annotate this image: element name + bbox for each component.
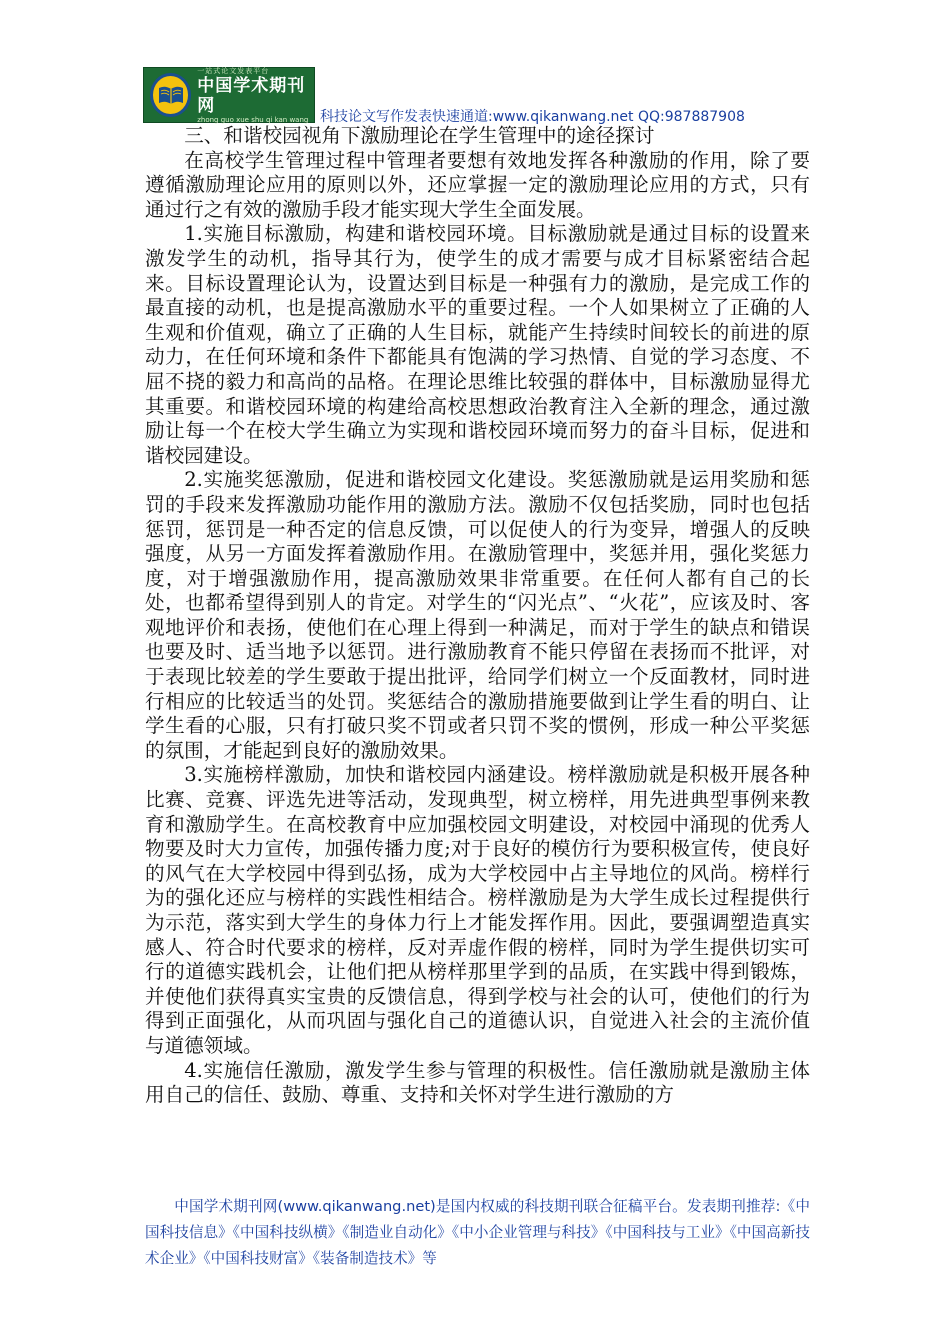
book-emblem-icon: [150, 73, 191, 117]
footer-text: 中国学术期刊网(www.qikanwang.net)是国内权威的科技期刊联合征稿平台。发表期刊推荐:《中国科技信息》《中国科技纵横》《制造业自动化》《中小企业管理与科技》《中国科技与工业》《中国高新技术企业》《中国科技财富》《装备制造技术》等: [145, 1198, 810, 1267]
book-icon: [158, 85, 184, 105]
section-heading: 三、和谐校园视角下激励理论在学生管理中的途径探讨: [184, 124, 655, 147]
paragraph-role-model: 3.实施榜样激励，加快和谐校园内涵建设。榜样激励就是积极开展各种比赛、竞赛、评选先进等活动，发现典型，树立榜样，用先进典型事例来教育和激励学生。在高校教育中应加强校园文明建设，对校园中涌现的优秀人物要及时大力宣传，加强传播力度;对于良好的模仿行为要积极宣传，使良好的风气在大学校园中得到弘扬，成为大学校园中占主导地位的风尚。榜样行为的强化还应与榜样的实践性相结合。榜样激励是为大学生成长过程提供行为示范，落实到大学生的身体力行上才能发挥作用。因此，要强调塑造真实感人、符合时代要求的榜样，反对弄虚作假的榜样，同时为学生提供切实可行的道德实践机会，让他们把从榜样那里学到的品质，在实践中得到锻炼，并使他们获得真实宝贵的反馈信息，得到学校与社会的认可，使他们的行为得到正面强化，从而巩固与强化自己的道德认识，自觉进入社会的主流价值与道德领域。: [145, 763, 810, 1057]
logo-slogan: 一站式论文发表平台: [197, 67, 270, 75]
paragraph-goal-incentive: 1.实施目标激励，构建和谐校园环境。目标激励就是通过目标的设置来激发学生的动机，指导其行为，使学生的成才需要与成才目标紧密结合起来。目标设置理论认为，设置达到目标是一种强有力的激励，是完成工作的最直接的动机，也是提高激励水平的重要过程。一个人如果树立了正确的人生观和价值观，确立了正确的人生目标，就能产生持续时间较长的前进的原动力，在任何环境和条件下都能具有饱满的学习热情、自觉的学习态度、不屈不挠的毅力和高尚的品格。在理论思维比较强的群体中，目标激励显得尤其重要。和谐校园环境的构建给高校思想政治教育注入全新的理念，通过激励让每一个在校大学生确立为实现和谐校园环境而努力的奋斗目标，促进和谐校园建设。: [145, 222, 810, 467]
logo-name: 中国学术期刊网: [197, 76, 306, 116]
intro-paragraph: 在高校学生管理过程中管理者要想有效地发挥各种激励的作用，除了要遵循激励理论应用的原则以外，还应掌握一定的激励理论应用的方式，只有通过行之有效的激励手段才能实现大学生全面发展。: [145, 148, 810, 221]
logo-pinyin: zhong guo xue shu qi kan wang: [197, 116, 309, 124]
paragraph-reward-punishment: 2.实施奖惩激励，促进和谐校园文化建设。奖惩激励就是运用奖励和惩罚的手段来发挥激励功能作用的激励方法。激励不仅包括奖励，同时也包括惩罚，惩罚是一种否定的信息反馈，可以促使人的行为变异，增强人的反映强度，从另一方面发挥着激励作用。在激励管理中，奖惩并用，强化奖惩力度，对于增强激励作用，提高激励效果非常重要。在任何人都有自己的长处，也都希望得到别人的肯定。对学生的“闪光点”、“火花”，应该及时、客观地评价和表扬，使他们在心理上得到一种满足，而对于学生的缺点和错误也要及时、适当地予以惩罚。进行激励教育不能只停留在表扬而不批评，对于表现比较差的学生要敢于提出批评，给同学们树立一个反面教材，同时进行相应的比较适当的处罚。奖惩结合的激励措施要做到让学生看的明白、让学生看的心服，只有打破只奖不罚或者只罚不奖的惯例，形成一种公平奖惩的氛围，才能起到良好的激励效果。: [145, 468, 810, 762]
paragraph-trust-incentive: 4.实施信任激励，激发学生参与管理的积极性。信任激励就是激励主体用自己的信任、鼓励、尊重、支持和关怀对学生进行激励的方: [145, 1058, 810, 1107]
header-contact-line[interactable]: 科技论文写作发表快速通道:www.qikanwang.net QQ:987887908: [320, 109, 745, 125]
footer-promo: [145, 1194, 810, 1272]
article-body: [145, 124, 810, 1108]
logo-text: [197, 66, 314, 124]
site-logo[interactable]: [143, 67, 315, 123]
